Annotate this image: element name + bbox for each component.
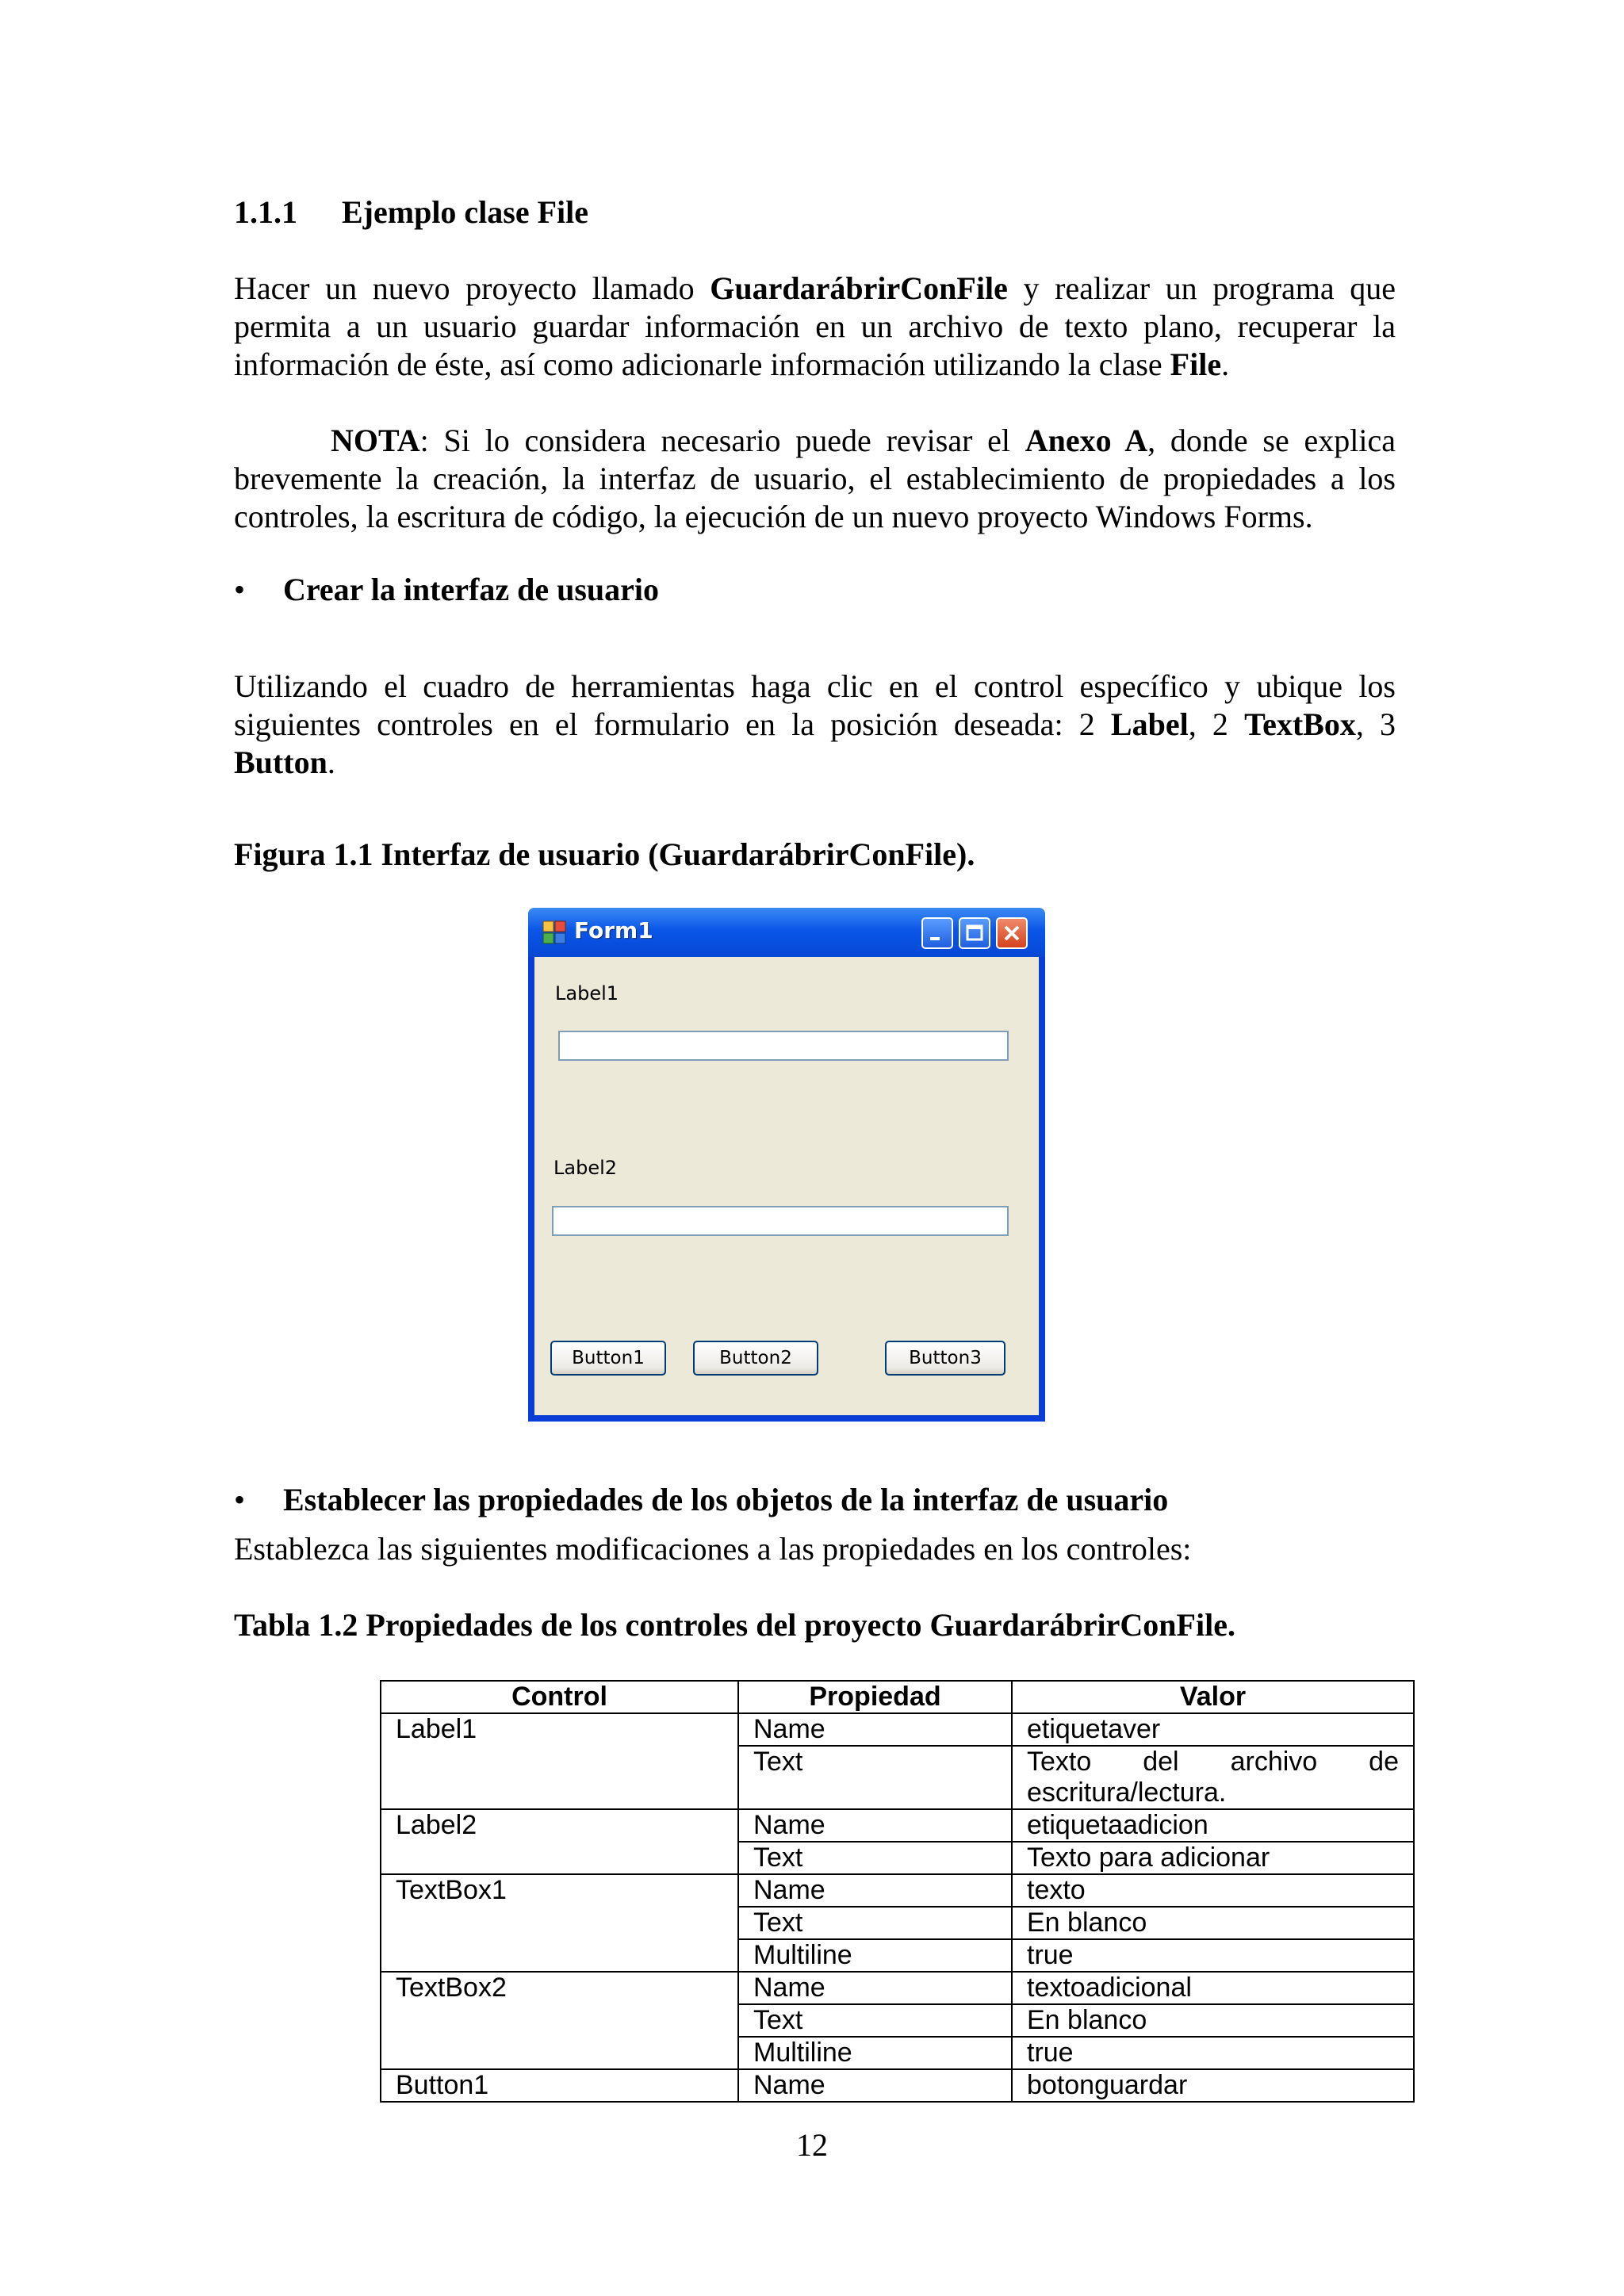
button1[interactable]: Button1 [550, 1341, 666, 1376]
section-heading [234, 193, 588, 231]
cell-value: En blanco [1012, 2004, 1414, 2037]
label2: Label2 [553, 1157, 618, 1179]
intro-text-2: y realizar un programa que permita a un usuario guardar información en un archivo de texto plano, recuperar la información de éste, así como adicionarle información utilizando la clase [234, 270, 1396, 382]
cell-value: textoadicional [1012, 1972, 1414, 2004]
properties-table [380, 1680, 1415, 2103]
cell-value: En blanco [1012, 1907, 1414, 1939]
bullet-create-ui-text: Crear la interfaz de usuario [283, 572, 660, 607]
label1: Label1 [555, 982, 619, 1004]
button2[interactable]: Button2 [693, 1341, 818, 1376]
cell-value: texto [1012, 1874, 1414, 1907]
header-property: Propiedad [738, 1681, 1012, 1713]
annex-reference: Anexo A [1025, 423, 1148, 458]
cell-control: Label1 [381, 1713, 738, 1809]
properties-intro: Establezca las siguientes modificaciones a las propiedades en los controles: [234, 1531, 1192, 1567]
minimize-icon [923, 919, 952, 947]
note-label: NOTA [331, 423, 420, 458]
table-caption: Tabla 1.2 Propiedades de los controles del proyecto GuardarábrirConFile. [234, 1607, 1235, 1643]
cell-control: Button1 [381, 2069, 738, 2102]
table-row [381, 1809, 1414, 1842]
cell-value: Texto del archivo de escritura/lectura. [1012, 1746, 1414, 1809]
cell-property: Text [738, 2004, 1012, 2037]
note-paragraph [234, 422, 1396, 536]
controls-paragraph [234, 668, 1396, 782]
intro-text-1: Hacer un nuevo proyecto llamado [234, 270, 710, 306]
textbox1[interactable] [558, 1031, 1009, 1061]
cell-property: Multiline [738, 1939, 1012, 1972]
table-header-row [381, 1681, 1414, 1713]
bullet-icon: • [234, 1482, 246, 1517]
page-number: 12 [796, 2127, 828, 2163]
bullet-set-properties-text: Establecer las propiedades de los objetos de la interfaz de usuario [283, 1482, 1169, 1517]
form-window [528, 908, 1045, 1422]
table-row [381, 1713, 1414, 1746]
bullet-icon: • [234, 572, 246, 607]
cell-control: Label2 [381, 1809, 738, 1874]
close-button[interactable] [996, 917, 1028, 949]
maximize-button[interactable] [959, 917, 990, 949]
cell-value: Texto para adicionar [1012, 1842, 1414, 1874]
intro-paragraph [234, 270, 1396, 384]
table-row [381, 1972, 1414, 2004]
cell-value: etiquetaadicion [1012, 1809, 1414, 1842]
intro-text-3: . [1221, 346, 1230, 382]
cell-control: TextBox2 [381, 1972, 738, 2069]
controls-text-2: , 2 [1188, 706, 1245, 742]
cell-value: true [1012, 2037, 1414, 2069]
table-row [381, 1874, 1414, 1907]
cell-property: Name [738, 1972, 1012, 2004]
class-name: File [1170, 346, 1222, 382]
header-control: Control [381, 1681, 738, 1713]
project-name: GuardarábrirConFile [710, 270, 1008, 306]
cell-property: Name [738, 1874, 1012, 1907]
cell-property: Name [738, 1809, 1012, 1842]
figure-caption: Figura 1.1 Interfaz de usuario (GuardarábrirConFile). [234, 836, 975, 872]
note-text-2: , donde se explica brevemente la creación, la interfaz de usuario, el establecimiento de propiedades a los controles, la escritura de código, la ejecución de un nuevo proyecto Windows Forms. [234, 423, 1396, 534]
cell-property: Text [738, 1842, 1012, 1874]
cell-property: Multiline [738, 2037, 1012, 2069]
close-icon [998, 919, 1026, 947]
cell-property: Text [738, 1907, 1012, 1939]
control-button: Button [234, 744, 327, 780]
header-value: Valor [1012, 1681, 1414, 1713]
cell-property: Name [738, 1713, 1012, 1746]
controls-text-4: . [327, 744, 335, 780]
cell-value: botonguardar [1012, 2069, 1414, 2102]
form-client-area [534, 957, 1039, 1415]
controls-text-3: , 3 [1355, 706, 1396, 742]
controls-text-1: Utilizando el cuadro de herramientas haga clic en el control específico y ubique los siguientes controles en el formulario en la posición deseada: 2 [234, 668, 1396, 742]
cell-property: Text [738, 1746, 1012, 1809]
cell-value: true [1012, 1939, 1414, 1972]
form-app-icon [542, 920, 566, 944]
minimize-button[interactable] [921, 917, 953, 949]
section-number: 1.1.1 [234, 194, 297, 230]
cell-property: Name [738, 2069, 1012, 2102]
maximize-icon [960, 919, 989, 947]
cell-control: TextBox1 [381, 1874, 738, 1972]
control-label: Label [1110, 706, 1189, 742]
form-title: Form1 [574, 917, 653, 943]
note-text-1: : Si lo considera necesario puede revisar el [419, 423, 1025, 458]
cell-value: etiquetaver [1012, 1713, 1414, 1746]
button3[interactable]: Button3 [885, 1341, 1005, 1376]
table-row [381, 2069, 1414, 2102]
control-textbox: TextBox [1244, 706, 1356, 742]
textbox2[interactable] [552, 1206, 1009, 1236]
form-title-bar [528, 908, 1045, 957]
section-title: Ejemplo clase File [342, 194, 589, 230]
